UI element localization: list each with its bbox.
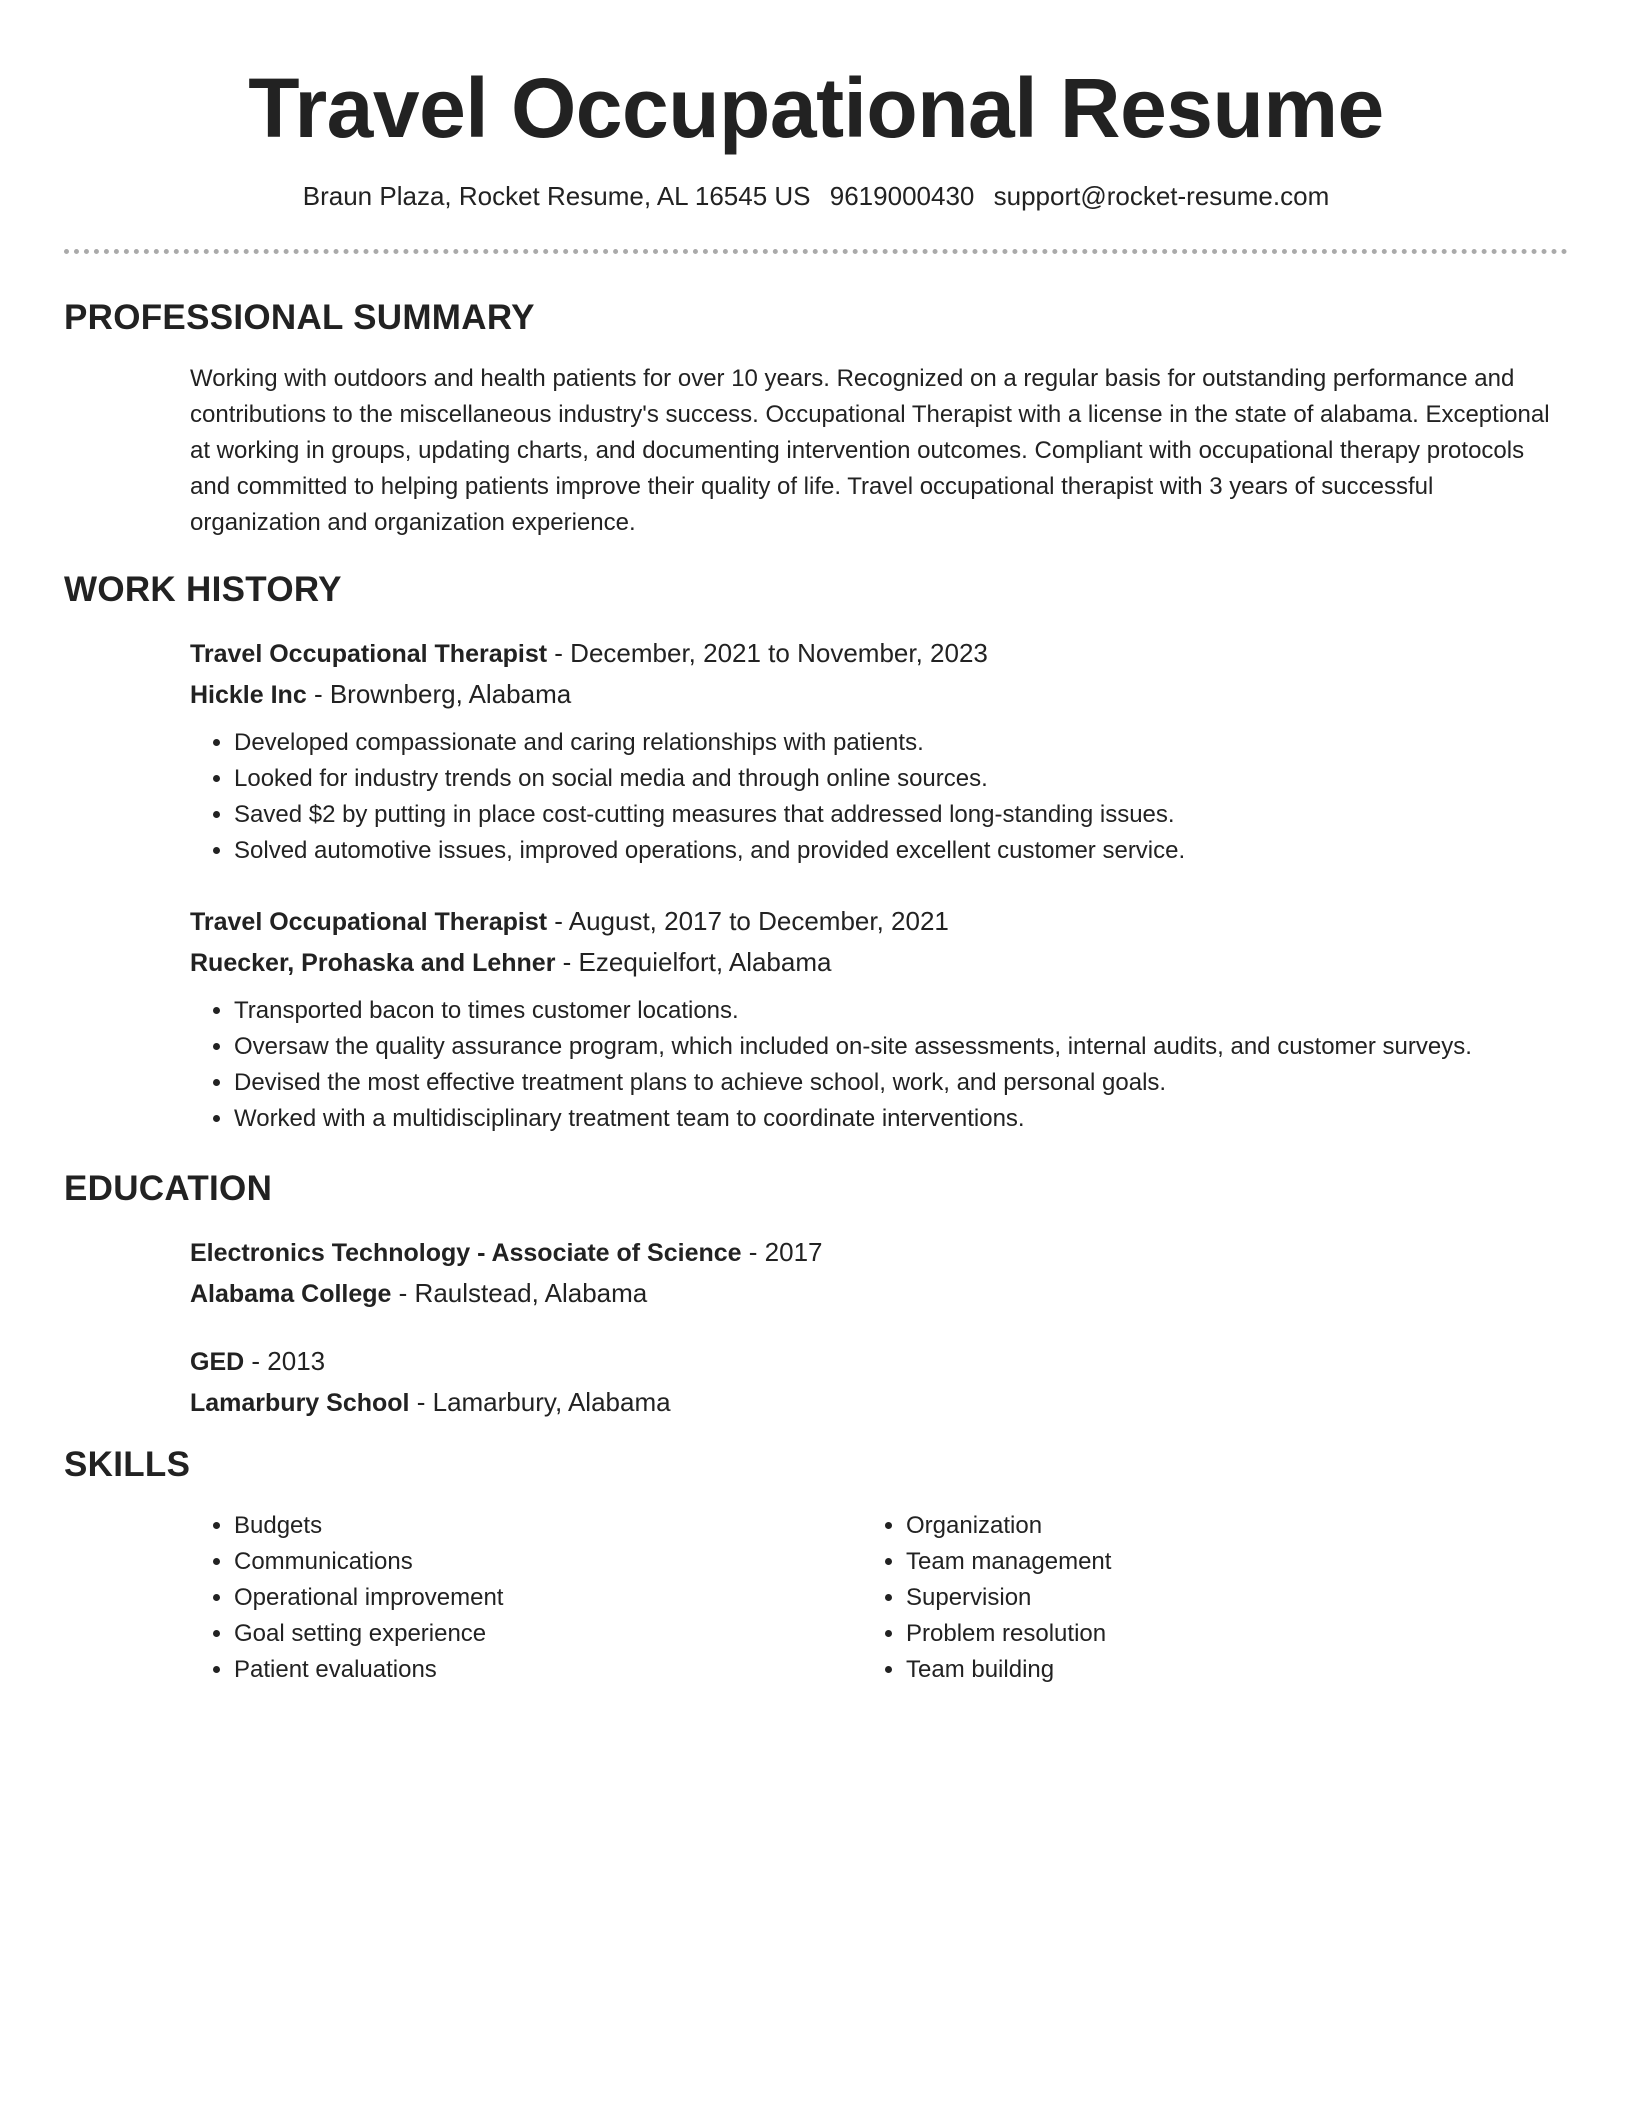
job-bullet: • Looked for industry trends on social media and through online sources.	[234, 761, 1570, 797]
education-entry	[190, 1341, 1570, 1423]
job-bullet: • Oversaw the quality assurance program, which included on-site assessments, internal audits, and customer surveys.	[234, 1029, 1570, 1065]
job-dates: - August, 2017 to December, 2021	[547, 906, 949, 936]
skill-item: • Budgets	[234, 1508, 790, 1544]
contact-line	[64, 180, 1568, 212]
summary-block	[190, 361, 1570, 541]
skill-item: • Organization	[906, 1508, 1462, 1544]
job-bullet: • Devised the most effective treatment plans to achieve school, work, and personal goals.	[234, 1065, 1570, 1101]
job-company: Ruecker, Prohaska and Lehner	[190, 949, 556, 977]
skills-list-left	[190, 1508, 790, 1688]
job-company: Hickle Inc	[190, 681, 307, 709]
education-school-line	[190, 1273, 1570, 1314]
job-entry	[190, 633, 1570, 869]
job-bullet: • Saved $2 by putting in place cost-cutting measures that addressed long-standing issues.	[234, 797, 1570, 833]
resume-page	[64, 0, 1568, 1683]
skill-item: • Patient evaluations	[234, 1652, 790, 1688]
summary-text: Working with outdoors and health patients for over 10 years. Recognized on a regular basis for outstanding performance and contributions to the miscellaneous industry's success. Occupational Therapist with a license in the state of alabama. Exceptional at working in groups, updating charts, and documenting intervention outcomes. Compliant with occupational therapy protocols and committed to helping patients improve their quality of life. Travel occupational therapist with 3 years of successful organization and organization experience.	[190, 365, 1550, 536]
job-title-line	[190, 633, 1570, 674]
job-location: - Brownberg, Alabama	[306, 679, 572, 709]
skill-item: • Goal setting experience	[234, 1616, 790, 1652]
job-title-line	[190, 901, 1570, 942]
section-title-work-history: WORK HISTORY	[64, 570, 342, 609]
job-bullet: • Worked with a multidisciplinary treatment team to coordinate interventions.	[234, 1101, 1570, 1137]
education-school: Alabama College	[190, 1280, 392, 1308]
education-location: - Raulstead, Alabama	[391, 1278, 648, 1308]
resume-name: Travel Occupational Resume	[248, 61, 1384, 155]
education-entry	[190, 1232, 1570, 1314]
header-divider	[64, 249, 1568, 254]
job-role: Travel Occupational Therapist	[190, 640, 548, 668]
section-title-skills: SKILLS	[64, 1445, 191, 1484]
contact-email: support@rocket-resume.com	[993, 181, 1330, 211]
job-company-line	[190, 674, 1570, 715]
education-school: Lamarbury School	[190, 1389, 410, 1417]
skill-item: • Team management	[906, 1544, 1462, 1580]
job-location: - Ezequielfort, Alabama	[555, 947, 832, 977]
contact-address: Braun Plaza, Rocket Resume, AL 16545 US	[302, 181, 811, 211]
skill-item: • Communications	[234, 1544, 790, 1580]
job-role: Travel Occupational Therapist	[190, 908, 548, 936]
job-entry	[190, 901, 1570, 1137]
job-company-line	[190, 942, 1570, 983]
skill-item: • Supervision	[906, 1580, 1462, 1616]
education-year: - 2013	[244, 1346, 326, 1376]
section-title-summary: PROFESSIONAL SUMMARY	[64, 298, 535, 337]
skills-list-right	[862, 1508, 1462, 1688]
skills-column-left	[190, 1508, 790, 1688]
skill-item: • Team building	[906, 1652, 1462, 1688]
job-bullets	[190, 993, 1570, 1137]
skills-column-right	[862, 1508, 1462, 1688]
job-bullet: • Solved automotive issues, improved operations, and provided excellent customer service.	[234, 833, 1570, 869]
skill-item: • Problem resolution	[906, 1616, 1462, 1652]
education-degree: GED	[190, 1348, 245, 1376]
education-degree: Electronics Technology - Associate of Science	[190, 1239, 742, 1267]
job-bullets	[190, 725, 1570, 869]
job-dates: - December, 2021 to November, 2023	[547, 638, 988, 668]
job-bullet: • Transported bacon to times customer locations.	[234, 993, 1570, 1029]
job-bullet: • Developed compassionate and caring relationships with patients.	[234, 725, 1570, 761]
contact-phone: 9619000430	[829, 181, 975, 211]
section-title-education: EDUCATION	[64, 1169, 273, 1208]
education-degree-line	[190, 1232, 1570, 1273]
education-location: - Lamarbury, Alabama	[409, 1387, 671, 1417]
education-degree-line	[190, 1341, 1570, 1382]
skill-item: • Operational improvement	[234, 1580, 790, 1616]
education-year: - 2017	[741, 1237, 823, 1267]
education-school-line	[190, 1382, 1570, 1423]
